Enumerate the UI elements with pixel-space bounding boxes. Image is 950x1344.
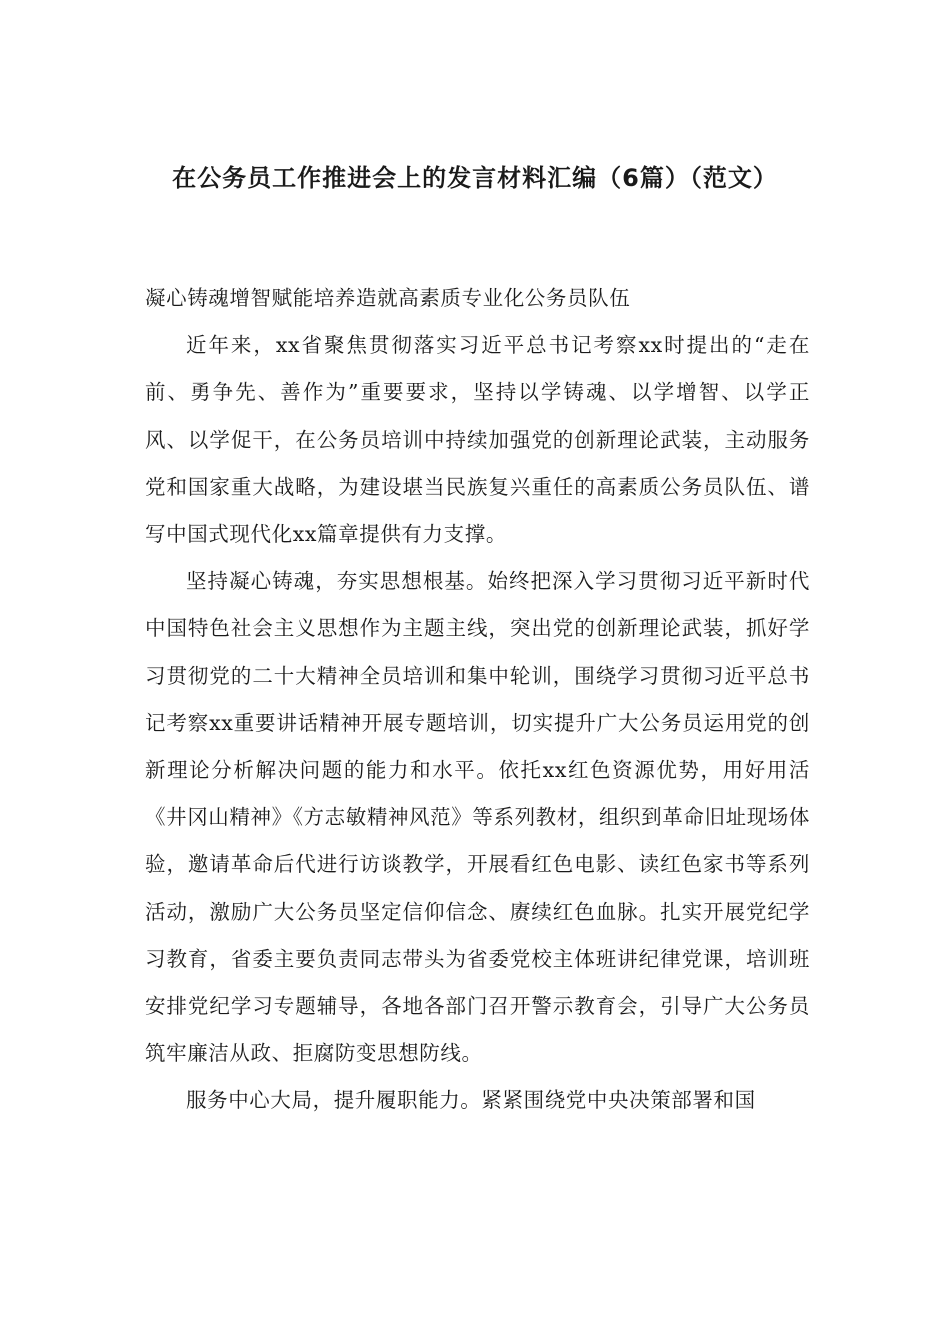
document-title: 在公务员工作推进会上的发言材料汇编（6篇）（范文）	[172, 164, 778, 192]
paragraph-service: 服务中心大局，提升履职能力。紧紧围绕党中央决策部署和国	[186, 1088, 756, 1113]
document-body	[145, 275, 810, 1125]
paragraph-intro: 近年来，xx省聚焦贯彻落实习近平总书记考察xx时提出的“走在前、勇争先、善作为”重要要求，坚持以学铸魂、以学增智、以学正风、以学促干，在公务员培训中持续加强党的创新理论武装，主动服务党和国家重大战略，为建设堪当民族复兴重任的高素质公务员队伍、谱写中国式现代化xx篇章提供有力支撑。	[145, 333, 810, 547]
paragraph-ideology: 坚持凝心铸魂，夯实思想根基。始终把深入学习贯彻习近平新时代中国特色社会主义思想作为主题主线，突出党的创新理论武装，抓好学习贯彻党的二十大精神全员培训和集中轮训，围绕学习贯彻习近平总书记考察xx重要讲话精神开展专题培训，切实提升广大公务员运用党的创新理论分析解决问题的能力和水平。依托xx红色资源优势，用好用活《井冈山精神》《方志敏精神风范》等系列教材，组织到革命旧址现场体验，邀请革命后代进行访谈教学，开展看红色电影、读红色家书等系列活动，激励广大公务员坚定信仰信念、赓续红色血脉。扎实开展党纪学习教育，省委主要负责同志带头为省委党校主体班讲纪律党课，培训班安排党纪学习专题辅导，各地各部门召开警示教育会，引导广大公务员筑牢廉洁从政、拒腐防变思想防线。	[145, 569, 810, 1066]
section-heading: 凝心铸魂增智赋能培养造就高素质专业化公务员队伍	[145, 286, 631, 310]
